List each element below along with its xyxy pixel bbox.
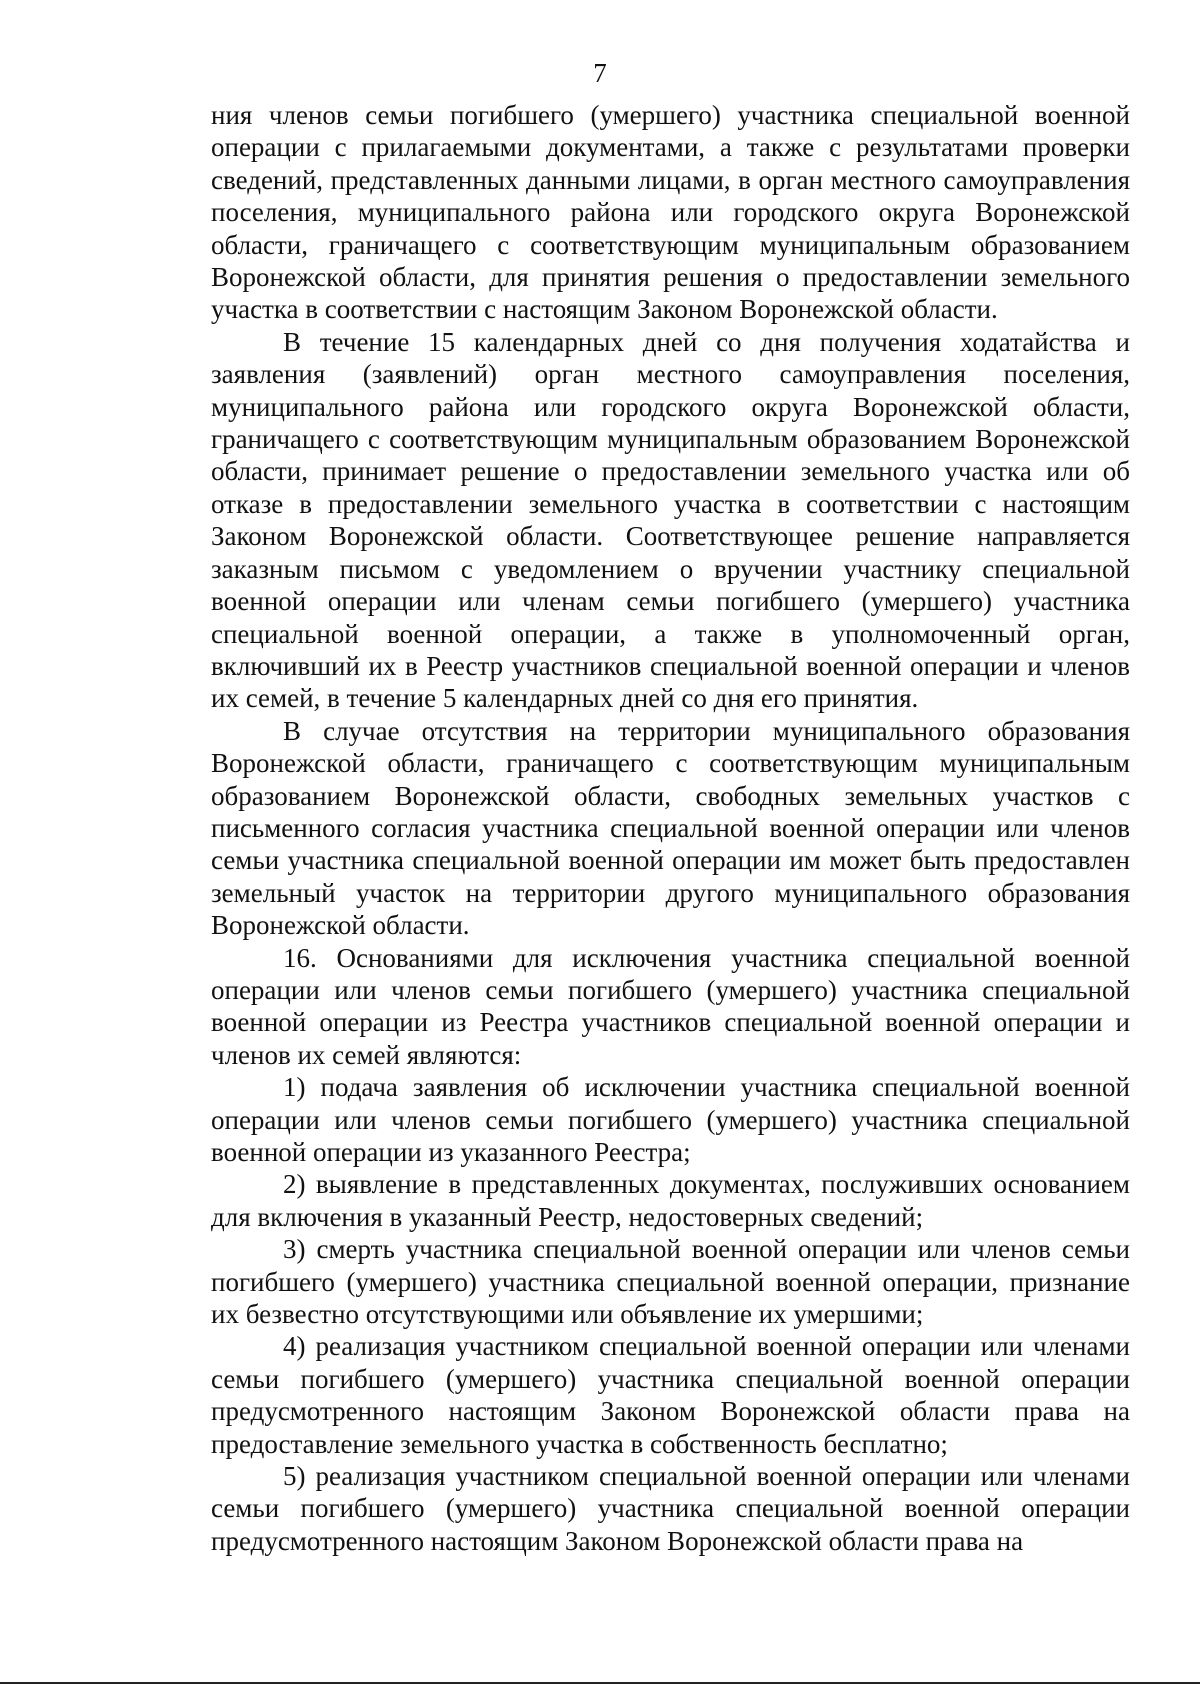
document-body [211,99,1130,1557]
page-number: 7 [593,58,607,88]
paragraph-alternative-land: В случае отсутствия на территории муниципального образования Воронежской области, граничащего с соответствующим муниципальным образованием Воронежской области, свободных земельных участков с письменного согласия участника специальной военной операции или членов семьи участника специальной военной операции им может быть предоставлен земельный участок на территории другого муниципального образования Воронежской области. [211,715,1130,941]
bottom-divider [0,1682,1200,1684]
paragraph-continuation: ния членов семьи погибшего (умершего) участника специальной военной операции с прилагаемыми документами, а также с результатами проверки сведений, представленных данными лицами, в орган местного самоуправления поселения, муниципального района или городского округа Воронежской области, граничащего с соответствующим муниципальным образованием Воронежской области, для принятия решения о предоставлении земельного участка в соответствии с настоящим Законом Воронежской области. [211,100,1130,325]
paragraph-decision-timeline: В течение 15 календарных дней со дня получения ходатайства и заявления (заявлений) орган местного самоуправления поселения, муниципального района или городского округа Воронежской области, граничащего с соответствующим муниципальным образованием Воронежской области, принимает решение о предоставлении земельного участка или об отказе в предоставлении земельного участка в соответствии с настоящим Законом Воронежской области. Соответствующее решение направляется заказным письмом с уведомлением о вручении участнику специальной военной операции или членам семьи погибшего (умершего) участника специальной военной операции, а также в уполномоченный орган, включивший их в Реестр участников специальной военной операции и членов их семей, в течение 5 календарных дней со дня его принятия. [211,326,1130,714]
list-item-5: 5) реализация участником специальной военной операции или членами семьи погибшего (умершего) участника специальной военной операции предусмотренного настоящим Законом Воронежской области права на [211,1461,1130,1556]
paragraph-exclusion-grounds: 16. Основаниями для исключения участника специальной военной операции или членов семьи погибшего (умершего) участника специальной военной операции из Реестра участников специальной военной операции и членов их семей являются: [211,942,1130,1070]
list-item-3: 3) смерть участника специальной военной операции или членов семьи погибшего (умершего) участника специальной военной операции, признание их безвестно отсутствующими или объявление их умершими; [211,1234,1130,1330]
list-item-4: 4) реализация участником специальной военной операции или членами семьи погибшего (умершего) участника специальной военной операции предусмотренного настоящим Законом Воронежской области права на предоставление земельного участка в собственность бесплатно; [211,1331,1130,1459]
list-item-2: 2) выявление в представленных документах, послуживших основанием для включения в указанный Реестр, недостоверных сведений; [211,1169,1130,1232]
list-item-1: 1) подача заявления об исключении участника специальной военной операции или членов семьи погибшего (умершего) участника специальной военной операции из указанного Реестра; [211,1072,1130,1167]
